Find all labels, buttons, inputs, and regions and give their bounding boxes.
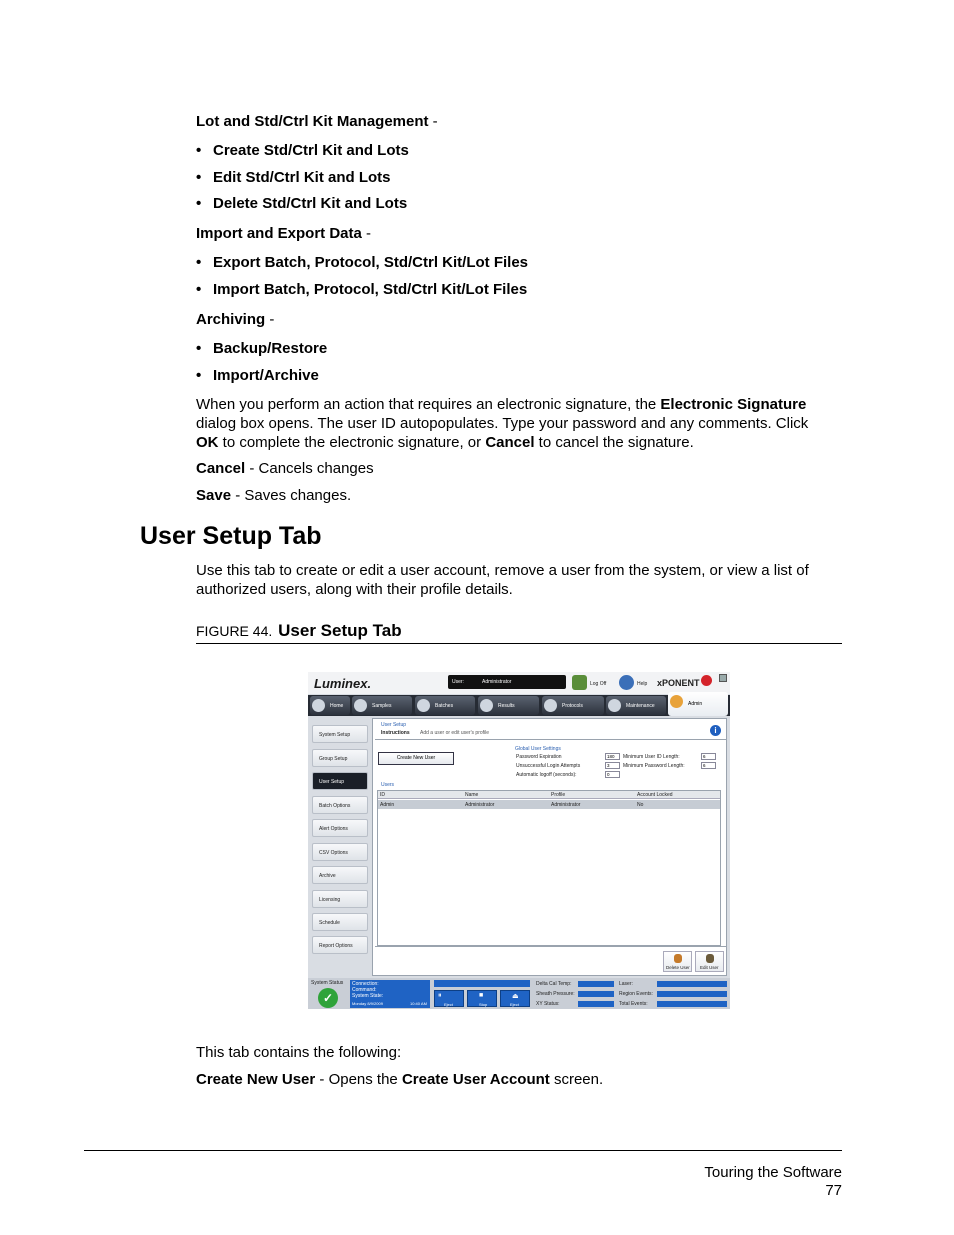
total-events-value [657, 1001, 727, 1007]
global-settings-label: Global User Settings [515, 746, 561, 752]
lot-heading: Lot and Std/Ctrl Kit Management - [196, 113, 438, 130]
list-item: • Create Std/Ctrl Kit and Lots [196, 142, 409, 159]
eject-tray-button[interactable]: ⏏ Eject [500, 990, 530, 1007]
sidebar-item-archive[interactable]: Archive [312, 866, 368, 884]
sidebar-item-batch-options[interactable]: Batch Options [312, 796, 368, 814]
unsuccessful-login-input[interactable]: 3 [605, 762, 620, 769]
page-number: 77 [825, 1182, 842, 1199]
window-menu-icon[interactable] [719, 674, 727, 682]
instructions-label: Instructions [381, 730, 410, 736]
status-message-box: Connection: Command: System State: Monday 8/9/2009 10:40 AM [350, 980, 430, 1008]
footer-rule [84, 1150, 842, 1151]
users-label: Users [381, 782, 395, 788]
xy-status-label: XY Status: [536, 1001, 560, 1007]
sidebar-item-licensing[interactable]: Licensing [312, 890, 368, 908]
admin-icon [670, 695, 683, 708]
esig-paragraph: When you perform an action that requires an electronic signature, the Electronic Signature dialog box opens. The user ID autopopulates. Type your password and any comments. Click OK to complete the electronic signature, or Cancel to cancel the signature. [196, 396, 809, 451]
list-item: • Export Batch, Protocol, Std/Ctrl Kit/Lot Files [196, 254, 529, 271]
sidebar-item-report-options[interactable]: Report Options [312, 936, 368, 954]
footer [600, 1164, 842, 1200]
table-row[interactable]: Admin Administrator Administrator No [378, 800, 720, 809]
delete-user-button[interactable]: Delete User [663, 951, 692, 972]
results-icon [480, 699, 493, 712]
cancel-description: Cancel - Cancels changes [196, 460, 374, 477]
brand-dot-icon [701, 675, 712, 686]
sidebar-item-system-setup[interactable]: System Setup [312, 725, 368, 743]
unsuccessful-login-label: Unsuccessful Login Attempts [516, 763, 581, 769]
archiving-heading: Archiving - [196, 311, 275, 328]
sidebar-item-alert-options[interactable]: Alert Options [312, 819, 368, 837]
create-new-user-button[interactable]: Create New User [378, 752, 454, 765]
stop-icon: ■ [479, 992, 484, 999]
edit-user-button[interactable]: Edit User [695, 951, 724, 972]
protocols-icon [544, 699, 557, 712]
pause-icon: ⏸ [438, 992, 442, 999]
user-setup-screenshot [308, 672, 730, 1009]
logoff-label[interactable]: Log Off [590, 681, 607, 687]
status-check-icon: ✓ [318, 988, 338, 1008]
help-label[interactable]: Help [637, 681, 648, 687]
region-events-value [657, 991, 727, 997]
maintenance-icon [608, 699, 621, 712]
region-events-label: Region Events: [619, 991, 653, 997]
eject-icon: ⏏ [512, 993, 519, 1000]
tab-results[interactable]: Results [478, 696, 539, 715]
tab-maintenance[interactable]: Maintenance [606, 696, 666, 715]
divider [375, 739, 726, 740]
create-user-description: Create New User - Opens the Create User Account screen. [196, 1071, 604, 1088]
import-heading: Import and Export Data - [196, 225, 372, 242]
xy-status-value [578, 1001, 614, 1007]
edit-user-icon [706, 954, 714, 963]
list-item: • Import/Archive [196, 367, 319, 384]
figure-caption: FIGURE 44. User Setup Tab [196, 621, 402, 640]
system-status-label: System Status [311, 980, 344, 986]
help-icon[interactable] [619, 675, 634, 690]
min-password-label: Minimum Password Length: [623, 763, 685, 769]
footer-title: Touring the Software [704, 1164, 842, 1181]
status-bar [308, 978, 730, 1009]
save-description: Save - Saves changes. [196, 487, 352, 504]
delta-cal-label: Delta Cal Temp: [536, 981, 572, 987]
delta-cal-value [578, 981, 614, 987]
xponent-brand: xPONENT [657, 678, 700, 688]
eject-button[interactable]: ⏸ Eject [434, 990, 464, 1007]
table-header: ID Name Profile Account Locked [378, 791, 720, 799]
tab-batches[interactable]: Batches [415, 696, 475, 715]
laser-value [657, 981, 727, 987]
sidebar-item-user-setup[interactable]: User Setup [312, 772, 368, 790]
user-field: User: Administrator [448, 675, 566, 689]
main-nav [308, 695, 730, 716]
list-item: • Backup/Restore [196, 340, 328, 357]
min-user-id-label: Minimum User ID Length: [623, 754, 680, 760]
delete-user-icon [674, 954, 682, 963]
auto-logoff-input[interactable]: 0 [605, 771, 620, 778]
auto-logoff-label: Automatic logoff (seconds): [516, 772, 577, 778]
sheath-pressure-label: Sheath Pressure: [536, 991, 575, 997]
list-item: • Import Batch, Protocol, Std/Ctrl Kit/Lot Files [196, 281, 528, 298]
sheath-pressure-value [578, 991, 614, 997]
users-table [377, 790, 721, 946]
divider [375, 946, 726, 947]
app-header [308, 672, 730, 694]
total-events-label: Total Events: [619, 1001, 648, 1007]
batches-icon [417, 699, 430, 712]
tab-protocols[interactable]: Protocols [542, 696, 604, 715]
panel-title: User Setup [381, 722, 407, 728]
contains-text: This tab contains the following: [196, 1044, 402, 1061]
sidebar-item-schedule[interactable]: Schedule [312, 913, 368, 931]
min-password-input[interactable]: 6 [701, 762, 716, 769]
password-expiration-label: Password Expiration [516, 754, 562, 760]
laser-label: Laser: [619, 981, 633, 987]
luminex-logo: Luminex. [314, 676, 372, 691]
list-item: • Delete Std/Ctrl Kit and Lots [196, 195, 408, 212]
tab-admin[interactable]: Admin [668, 692, 728, 716]
section-title: User Setup Tab [140, 522, 322, 550]
intro-paragraph: Use this tab to create or edit a user account, remove a user from the system, or view a list of authorized users, along with their profile details. [196, 562, 809, 598]
info-icon[interactable]: i [710, 725, 721, 736]
min-user-id-input[interactable]: 6 [701, 753, 716, 760]
sidebar-item-csv-options[interactable]: CSV Options [312, 843, 368, 861]
logoff-icon[interactable] [572, 675, 587, 690]
home-icon [312, 699, 325, 712]
sidebar-item-group-setup[interactable]: Group Setup [312, 749, 368, 767]
stop-button[interactable]: ■ Stop [467, 990, 497, 1007]
tab-home[interactable]: Home [310, 696, 350, 715]
samples-icon [354, 699, 367, 712]
instructions-text: Add a user or edit user's profile [420, 730, 490, 736]
list-item: • Edit Std/Ctrl Kit and Lots [196, 169, 391, 186]
password-expiration-input[interactable]: 180 [605, 753, 620, 760]
tab-samples[interactable]: Samples [352, 696, 412, 715]
progress-bar [434, 980, 530, 987]
caption-rule [196, 643, 842, 644]
